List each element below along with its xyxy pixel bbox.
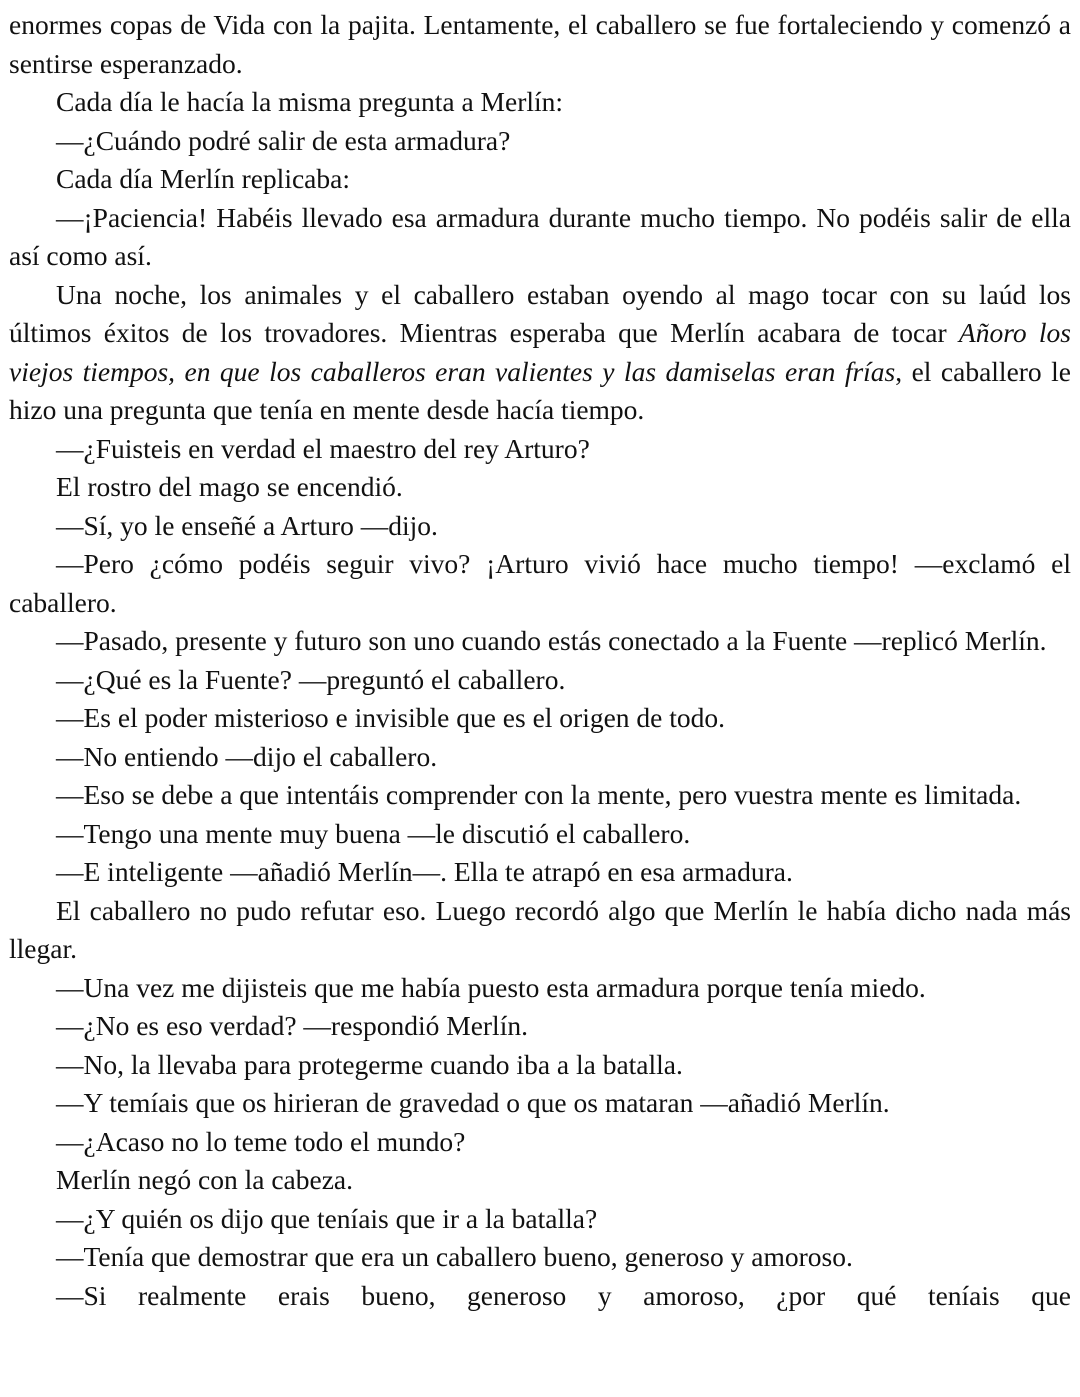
paragraph-dialogue: —Sí, yo le enseñé a Arturo —dijo. — [56, 509, 438, 541]
paragraph-continuation: enormes copas de Vida con la pajita. Lentamente, el caballero se fue fortaleciendo y comenzó a sentirse esperanzado. — [9, 9, 1071, 79]
paragraph-dialogue: —E inteligente —añadió Merlín—. Ella te atrapó en esa armadura. — [56, 856, 793, 887]
paragraph-dialogue: —¿Y quién os dijo que teníais que ir a la batalla? — [56, 1202, 598, 1234]
paragraph-dialogue: —No entiendo —dijo el caballero. — [56, 740, 438, 772]
paragraph-dialogue: —Una vez me dijisteis que me había puesto esta armadura porque tenía miedo. — [56, 971, 926, 1003]
paragraph-dialogue: —Pero ¿cómo podéis seguir vivo? ¡Arturo vivió hace mucho tiempo! —exclamó el caballero. — [9, 548, 1071, 618]
paragraph-narration: Cada día Merlín replicaba: — [56, 163, 350, 194]
paragraph-dialogue: —Eso se debe a que intentáis comprender con la mente, pero vuestra mente es limitada. — [56, 779, 1022, 810]
paragraph-dialogue: —No, la llevaba para protegerme cuando iba a la batalla. — [56, 1048, 683, 1080]
paragraph-dialogue-continues: —Si realmente erais bueno, generoso y amoroso, ¿por qué teníais que — [56, 1279, 1071, 1311]
paragraph-narration-song — [9, 276, 1071, 430]
paragraph-dialogue: —Tenía que demostrar que era un caballero bueno, generoso y amoroso. — [56, 1241, 853, 1272]
paragraph-dialogue: —¿Fuisteis en verdad el maestro del rey Arturo? — [56, 432, 590, 464]
paragraph-narration: El rostro del mago se encendió. — [56, 471, 403, 502]
paragraph-dialogue: —¿No es eso verdad? —respondió Merlín. — [56, 1010, 528, 1041]
paragraph-dialogue: —Es el poder misterioso e invisible que es el origen de todo. — [56, 702, 726, 733]
paragraph-tail-text: , el caballero le hizo una pregunta que tenía en mente desde hacía tiempo. — [9, 355, 1071, 425]
paragraph-dialogue: —Tengo una mente muy buena —le discutió el caballero. — [56, 817, 691, 849]
book-page — [9, 6, 1071, 1315]
paragraph-dialogue: —¿Qué es la Fuente? —preguntó el caballero. — [56, 663, 566, 695]
paragraph-narration: El caballero no pudo refutar eso. Luego recordó algo que Merlín le había dicho nada más llegar. — [9, 894, 1071, 964]
paragraph-lead-text: Una noche, los animales y el caballero estaban oyendo al mago tocar con su laúd los últimos éxitos de los trovadores. Mientras esperaba que Merlín acabara de tocar — [9, 278, 1071, 348]
paragraph-narration: Merlín negó con la cabeza. — [56, 1164, 354, 1195]
paragraph-dialogue: —Y temíais que os hirieran de gravedad o que os mataran —añadió Merlín. — [56, 1087, 890, 1118]
paragraph-narration: Cada día le hacía la misma pregunta a Merlín: — [56, 86, 564, 117]
paragraph-dialogue: —¡Paciencia! Habéis llevado esa armadura durante mucho tiempo. No podéis salir de ella así como así. — [9, 201, 1071, 271]
paragraph-dialogue: —¿Acaso no lo teme todo el mundo? — [56, 1125, 466, 1157]
paragraph-dialogue: —¿Cuándo podré salir de esta armadura? — [56, 124, 511, 156]
paragraph-dialogue: —Pasado, presente y futuro son uno cuando estás conectado a la Fuente —replicó Merlín. — [56, 625, 1047, 656]
song-title: Añoro los viejos tiempos, en que los caballeros eran valientes y las damiselas eran frías — [9, 317, 1071, 387]
